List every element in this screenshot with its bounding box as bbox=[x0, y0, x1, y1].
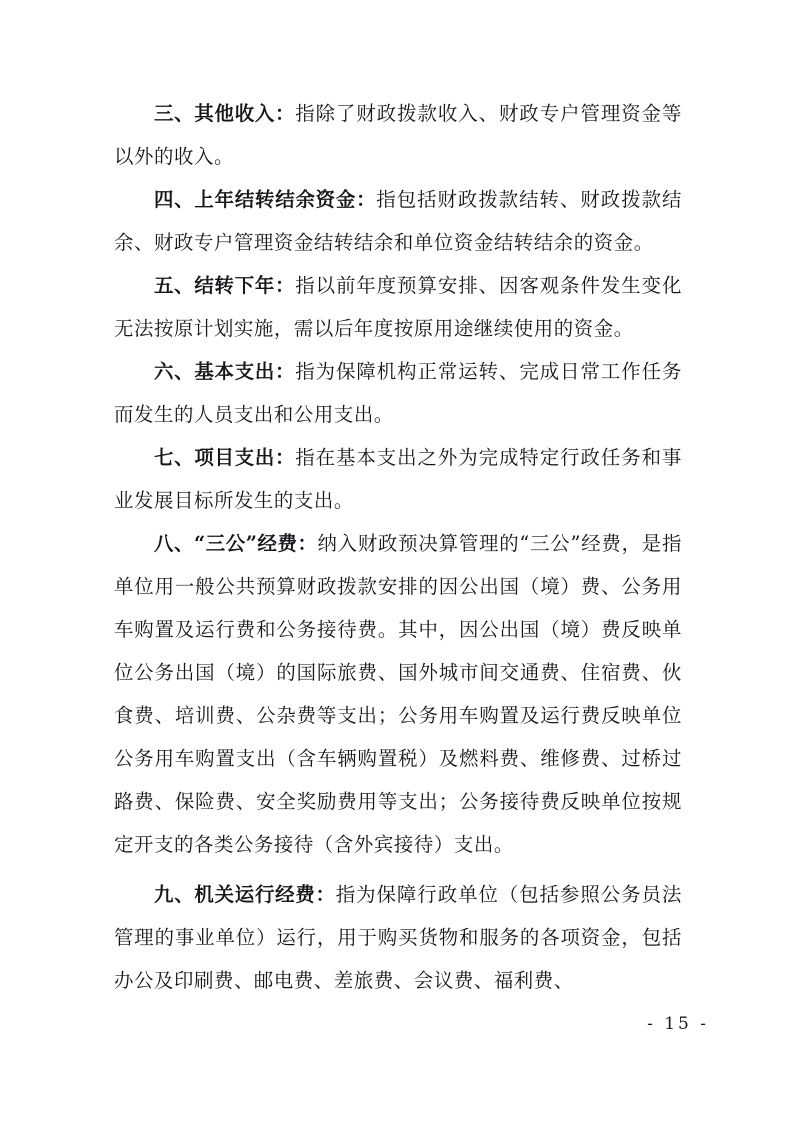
paragraph-lead: 四、上年结转结余资金： bbox=[154, 188, 377, 211]
paragraph-text: 指在基本支出之外为完成特定行政任务和事业发展目标所发生的支出。 bbox=[114, 446, 682, 512]
paragraph-basic-expenditure bbox=[114, 350, 682, 436]
paragraph-carryover-surplus-funds bbox=[114, 178, 682, 264]
paragraph-other-income bbox=[114, 92, 682, 178]
paragraph-lead: 三、其他收入： bbox=[154, 102, 296, 125]
paragraph-agency-operating-expenses bbox=[114, 873, 682, 1002]
paragraph-text: 指以前年度预算安排、因客观条件发生变化无法按原计划实施，需以后年度按原用途继续使用的资金。 bbox=[114, 274, 682, 340]
paragraph-lead: 六、基本支出： bbox=[154, 360, 296, 383]
paragraph-project-expenditure bbox=[114, 436, 682, 522]
paragraph-text: 指除了财政拨款收入、财政专户管理资金等以外的收入。 bbox=[114, 102, 682, 168]
paragraph-lead: 九、机关运行经费： bbox=[154, 883, 336, 906]
paragraph-text: 纳入财政预决算管理的“三公”经费，是指单位用一般公共预算财政拨款安排的因公出国（境）费、公务用车购置及运行费和公务接待费。其中，因公出国（境）费反映单位公务出国（境）的国际旅费、国外城市间交通费、住宿费、伙食费、培训费、公杂费等支出；公务用车购置及运行费反映单位公务用车购置支出（含车辆购置税）及燃料费、维修费、过桥过路费、保险费、安全奖励费用等支出；公务接待费反映单位按规定开支的各类公务接待（含外宾接待）支出。 bbox=[114, 532, 682, 856]
paragraph-carry-forward-next-year bbox=[114, 264, 682, 350]
paragraph-three-public-expenses bbox=[114, 522, 682, 866]
paragraph-text: 指为保障行政单位（包括参照公务员法管理的事业单位）运行，用于购买货物和服务的各项资金，包括办公及印刷费、邮电费、差旅费、会议费、福利费、 bbox=[114, 883, 682, 992]
page-number: - 15 - bbox=[647, 1014, 709, 1034]
paragraph-lead: 五、结转下年： bbox=[154, 274, 296, 297]
page-footer bbox=[0, 1014, 793, 1034]
paragraph-text: 指为保障机构正常运转、完成日常工作任务而发生的人员支出和公用支出。 bbox=[114, 360, 682, 426]
paragraph-lead: 八、“三公”经费： bbox=[154, 532, 318, 555]
document-body bbox=[114, 92, 682, 1002]
paragraph-text: 指包括财政拨款结转、财政拨款结余、财政专户管理资金结转结余和单位资金结转结余的资金。 bbox=[114, 188, 683, 254]
paragraph-lead: 七、项目支出： bbox=[154, 446, 296, 469]
